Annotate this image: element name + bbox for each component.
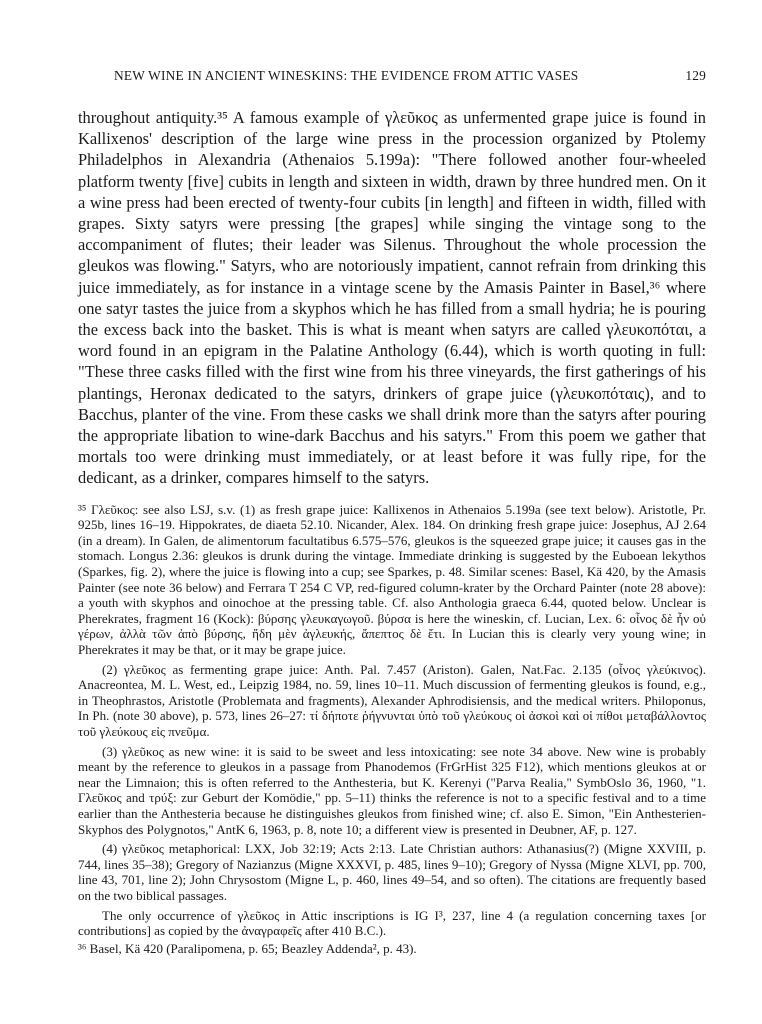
footnote-35-part-2: (2) γλεῦκος as fermenting grape juice: Anth. Pal. 7.457 (Ariston). Galen, Nat.Fac. 2.135 (οἶνος γλεύκινος). Anacreontea, M. L. West, ed., Leipzig 1984, no. 59, lines 10–11. Much discussion of fermenting gleukos is found, e.g., in Theophrastos, Aristotle (Problemata and fragments), Alexander Aphrodisiensis, and the medical writers. Philoponus, In Ph. (note 30 above), p. 573, lines 26–27: τί δήποτε ῥήγνυνται ὑπὸ τοῦ γλεύκους οἱ ἀσκοὶ καὶ οἱ πίθοι μεταβάλλοντος τοῦ γλεύκους εἰς πνεῦμα.	[78, 661, 706, 739]
footnotes	[78, 502, 706, 957]
footnote-35-inscription: The only occurrence of γλεῦκος in Attic inscriptions is IG I³, 237, line 4 (a regulation concerning taxes [or contributions] as copied by the ἀναγραφεῖς after 410 B.C.).	[78, 907, 706, 939]
footnote-35-part-4: (4) γλεῦκος metaphorical: LXX, Job 32:19; Acts 2:13. Late Christian authors: Athanasius(?) (Migne XXVIII, p. 744, lines 35–38); Gregory of Nazianzus (Migne XXXVI, p. 485, lines 9–10); Gregory of Nyssa (Migne XLVI, pp. 700, line 43, 701, line 2); John Chrysostom (Migne L, p. 460, lines 49–54, and so often). The citations are frequently based on the two biblical passages.	[78, 841, 706, 903]
footnote-35: ³⁵ Γλεῦκος: see also LSJ, s.v. (1) as fresh grape juice: Kallixenos in Athenaios 5.199a (see text below). Aristotle, Pr. 925b, lines 16–19. Hippokrates, de diaeta 52.10. Nicander, Alex. 184. On drinking fresh grape juice: Josephus, AJ 2.64 (in a dream). In Galen, de alimentorum facultatibus 6.575–576, gleukos is the squeezed grape juice; it causes gas in the stomach. Longus 2.36: gleukos is drunk during the vintage. Immediate drinking is suggested by the Euboean lekythos (Sparkes, fig. 2), where the juice is flowing into a cup; see Sparkes, p. 48. Similar scenes: Basel, Kä 420, by the Amasis Painter (see note 36 below) and Ferrara T 254 C VP, red-figured column-krater by the Orchard Painter (note 28 above): a youth with skyphos and oinochoe at the pressing table. Cf. also Anthologia graeca 6.44, quoted below. Unclear is Pherekrates, fragment 16 (Kock): βύρσης γλευκαγωγοῦ. βύρσα is here the wineskin, cf. Lucian, Lex. 6: οἶνος δὲ ἦν οὐ γέρων, ἀλλὰ τῶν ἀπὸ βύρσης, ἤδη μὲν ἀγλευκής, ἄπεπτος δὲ ἔτι. In Lucian this is clearly very young wine; in Pherekrates it may be that, or it may be grape juice.	[78, 501, 706, 657]
footnote-35-part-3: (3) γλεῦκος as new wine: it is said to be sweet and less intoxicating: see note 34 above. New wine is probably meant by the reference to gleukos in a passage from Phanodemos (FrGrHist 325 F12), which mentions gleukos at or near the Limnaion; this is often referred to the Anthesteria, but K. Kerenyi ("Parva Realia," SymbOslo 36, 1960, "1. Γλεῦκος and τρύξ: zur Geburt der Komödie," pp. 5–11) thinks the reference is not to a specific festival and to a time earlier than the Anthesteria because he distinguishes gleukos from finished wine; cf. also E. Simon, "Ein Anthesterien-Skyphos des Polygnotos," AntK 6, 1963, p. 8, note 10; a different view is presented in Deubner, AF, p. 127.	[78, 743, 706, 837]
body-text	[78, 107, 706, 489]
running-header	[114, 68, 706, 84]
body-paragraph: throughout antiquity.³⁵ A famous example of γλεῦκος as unfermented grape juice is found in Kallixenos' description of the large wine press in the procession organized by Ptolemy Philadelphos in Alexandria (Athenaios 5.199a): "There followed another four-wheeled platform twenty [five] cubits in length and sixteen in width, drawn by three hundred men. On it a wine press had been erected of twenty-four cubits [in length] and fifteen in width, filled with grapes. Sixty satyrs were pressing [the grapes] while singing the vintage song to the accompaniment of flutes; their leader was Silenus. Throughout the whole procession the gleukos was flowing." Satyrs, who are notoriously impatient, cannot refrain from drinking this juice immediately, as for instance in a vintage scene by the Amasis Painter in Basel,³⁶ where one satyr tastes the juice from a skyphos which he has filled from a small hydria; he is pouring the excess back into the basket. This is what is meant when satyrs are called γλευκοπόται, a word found in an epigram in the Palatine Anthology (6.44), which is worth quoting in full: "These three casks filled with the first wine from his three vineyards, the first gatherings of his plantings, Heronax dedicated to the satyrs, drinkers of grape juice (γλευκοπόταις), and to Bacchus, planter of the vine. From these casks we shall drink more than the satyrs after pouring the appropriate libation to wine-dark Bacchus and his satyrs." From this poem we gather that mortals too were drinking must immediately, or at least before it was fully ripe, for the dedicant, as a drinker, compares himself to the satyrs.	[78, 108, 706, 488]
page	[78, 68, 706, 956]
running-title: NEW WINE IN ANCIENT WINESKINS: THE EVIDENCE FROM ATTIC VASES	[114, 68, 579, 83]
page-number: 129	[685, 68, 706, 83]
footnote-36: ³⁶ Basel, Kä 420 (Paralipomena, p. 65; Beazley Addenda², p. 43).	[78, 940, 417, 956]
